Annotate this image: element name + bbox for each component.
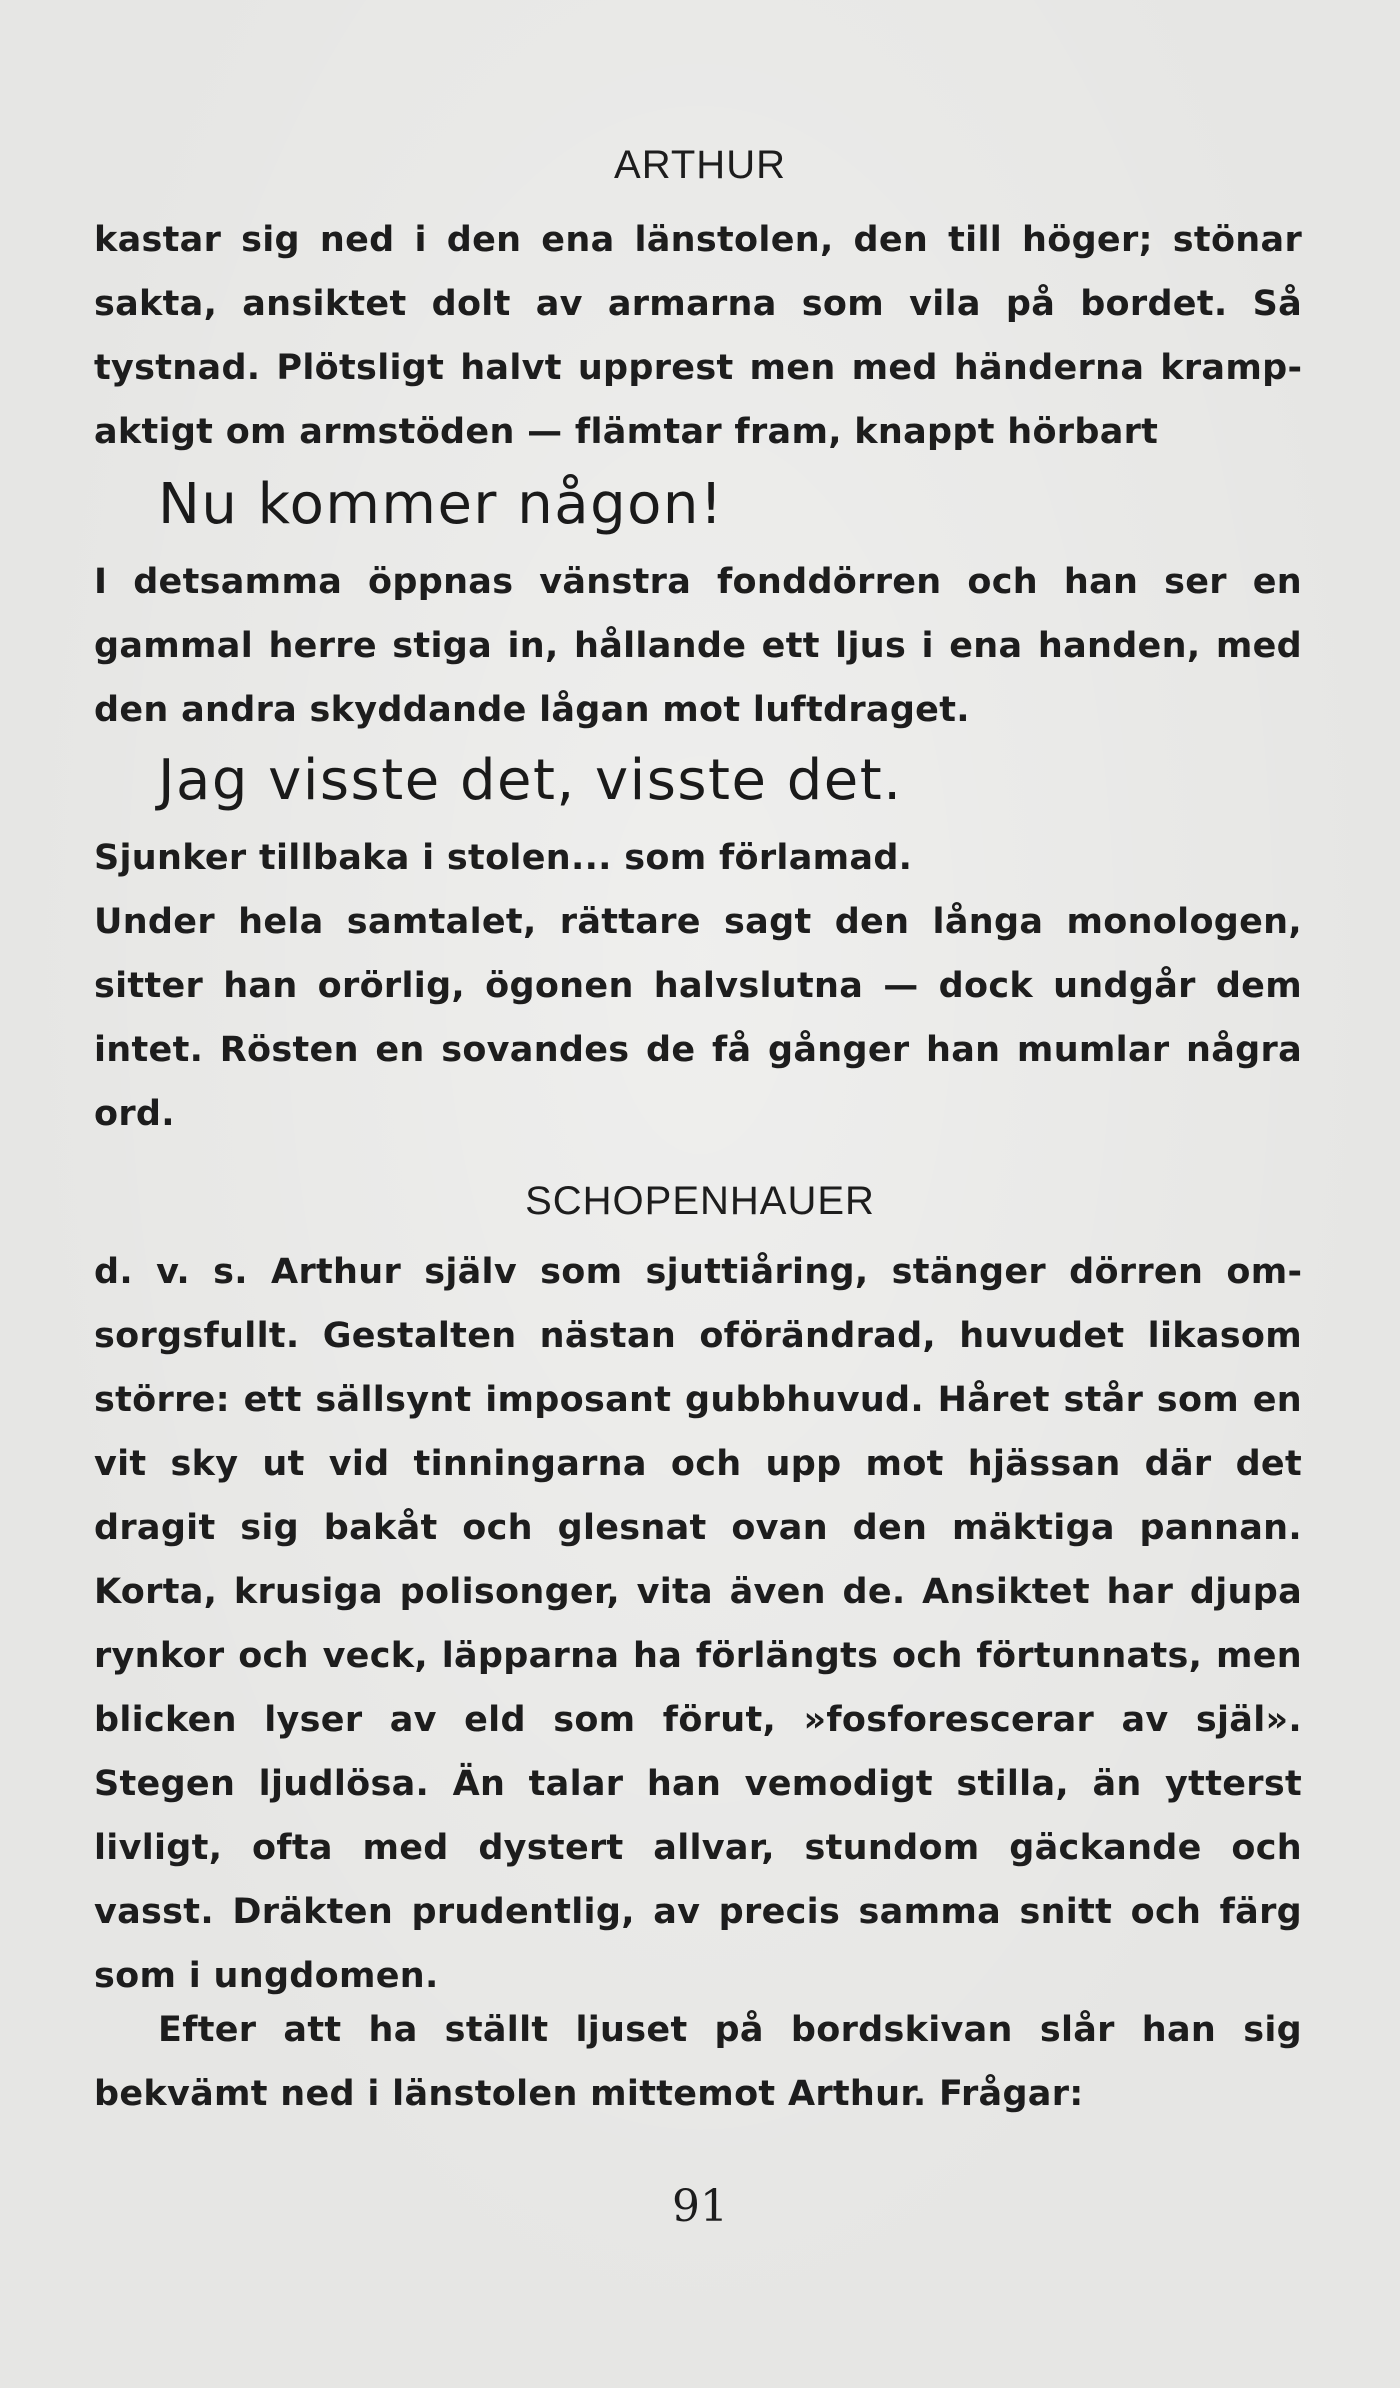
stage-direction-paragraph: Efter att ha ställt ljuset på bordskivan slår han sig bekvämt ned i länstolen mittemot Arthur. Frågar: bbox=[94, 2010, 1302, 2114]
speaker-heading-arthur: ARTHUR bbox=[614, 143, 786, 187]
stage-direction-paragraph: d. v. s. Arthur själv som sjuttiåring, stänger dörren omsorgsfullt. Gestalten nästan oförändrad, huvudet likasom större: ett sällsynt imposant gubbhuvud. Håret står som en vit sky ut vid tinningarna och upp mot hjässan där det dragit sig bakåt och glesnat ovan den mäktiga pannan. Korta, krusiga polisonger, vita även de. Ansiktet har djupa rynkor och veck, läpparna ha förlängts och förtunnats, men blicken lyser av eld som förut, »fosforescerar av själ». Stegen ljudlösa. Än talar han vemodigt stilla, än ytterst livligt, ofta med dystert allvar, stundom gäckande och vasst. Dräkten prudentlig, av precis samma snitt och färg som i ungdomen. bbox=[94, 1252, 1302, 1996]
stage-direction-paragraph: Under hela samtalet, rättare sagt den långa monologen, sitter han orörlig, ögonen halvslutna — dock undgår dem intet. Rösten en sovandes de få gånger han mumlar några ord. bbox=[94, 902, 1302, 1134]
page-number: 91 bbox=[672, 2181, 728, 2232]
stage-direction-paragraph: Sjunker tillbaka i stolen... som förlamad. bbox=[94, 838, 913, 878]
speaker-heading-schopenhauer: SCHOPENHAUER bbox=[525, 1179, 875, 1223]
spoken-line: Nu kommer någon! bbox=[158, 472, 724, 537]
stage-direction-paragraph: kastar sig ned i den ena länstolen, den till höger; stönar sakta, ansiktet dolt av armarna som vila på bordet. Så tystnad. Plötsligt halvt upprest men med händerna krampaktigt om armstöden — flämtar fram, knappt hörbart bbox=[94, 220, 1302, 452]
spoken-line: Jag visste det, visste det. bbox=[158, 748, 903, 813]
stage-direction-paragraph: I detsamma öppnas vänstra fonddörren och han ser en gammal herre stiga in, hållande ett ljus i ena handen, med den andra skyddande lågan mot luftdraget. bbox=[94, 562, 1302, 730]
